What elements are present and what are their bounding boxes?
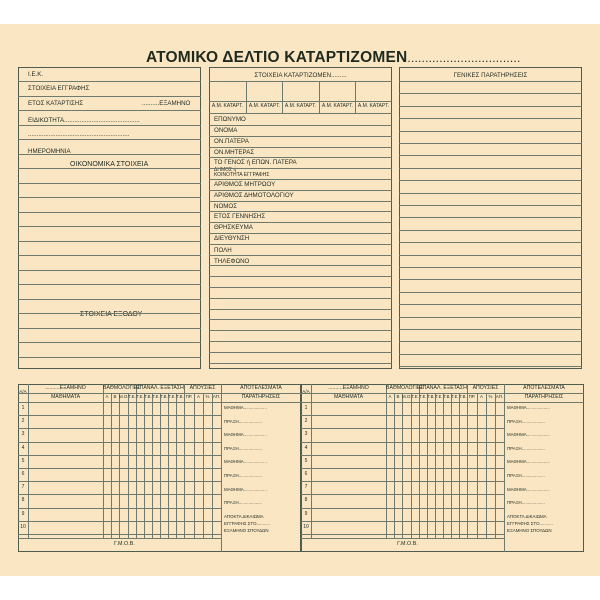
absence-col-label: % (488, 394, 493, 399)
ruled-line (18, 154, 201, 155)
financial-data-heading: ΟΙΚΟΝΟΜΙΚΑ ΣΤΟΙΧΕΙΑ (70, 161, 149, 168)
field-label: ΟΝΟΜΑ (214, 127, 238, 134)
row-line (301, 428, 504, 429)
row-line (301, 534, 504, 535)
am-column-label: Α.Μ. ΚΑΤΑΡΤ. (321, 103, 354, 109)
absences-label: ΑΠΟΥΣΙΕΣ (189, 385, 216, 391)
grade-col-label: Α (388, 394, 392, 399)
ruled-line (18, 299, 201, 300)
row-number: 6 (304, 471, 308, 477)
column-divider (504, 384, 505, 552)
semester-label: ..........ΕΞΑΜΗΝΟ (328, 385, 369, 391)
row-number: 7 (304, 484, 308, 490)
row-number: 1 (304, 405, 308, 411)
row-line (301, 442, 504, 443)
ruled-line (18, 96, 201, 97)
ruled-line (18, 270, 201, 271)
ruled-line (209, 168, 392, 169)
reexam-col-label: Τ.Β. (144, 394, 152, 399)
row-line (301, 521, 504, 522)
row-number: 3 (21, 431, 25, 437)
grade-col-label: Β (113, 394, 117, 399)
remark-entry: ΠΡΑΞΗ................... (224, 500, 262, 506)
reexam-col-label: Τ.Β. (459, 394, 467, 399)
ruled-line (209, 298, 392, 299)
reexam-col-label: Τ.Β. (176, 394, 184, 399)
ruled-line (399, 205, 582, 206)
absence-col-label: Α (197, 394, 200, 399)
row-number: 7 (21, 484, 25, 490)
row-line (301, 508, 504, 509)
ruled-line (209, 179, 392, 180)
ruled-line (399, 255, 582, 256)
grade-col-label: Τ.Ε. (128, 394, 136, 399)
ruled-line (399, 131, 582, 132)
ruled-line (209, 276, 392, 277)
field-label: ΤΟ ΓΕΝΟΣ ή ΕΠΩΝ. ΠΑΤΕΡΑ (214, 159, 297, 166)
remark-entry: ΠΡΑΞΗ................... (507, 473, 545, 478)
ruled-line (399, 168, 582, 169)
aa-label: Α/Α (19, 389, 27, 394)
general-remarks-panel (399, 67, 582, 369)
ruled-line (18, 255, 201, 256)
ruled-line (399, 217, 582, 218)
ruled-line (209, 233, 392, 234)
row-line (18, 468, 221, 469)
certificate-line: ΑΠΟΚΤΑ ΔΙΚΑΙΩΜΑ (507, 514, 547, 519)
column-divider (319, 81, 320, 114)
field-label: ΔΗΜΟΣ ή (214, 167, 237, 173)
reexam-col-label: Τ.Ε. (435, 394, 443, 399)
grades-label: ΒΑΘΜΟΛΟΓΙΕΣ (103, 385, 141, 391)
reexam-col-label: Τ.Β. (160, 394, 168, 399)
ruled-line (18, 357, 201, 358)
row-line (301, 494, 504, 495)
row-line (301, 455, 504, 456)
row-line (18, 534, 221, 535)
ruled-line (399, 366, 582, 367)
gmob-label: Γ.Μ.Ο.Β. (397, 541, 418, 547)
absence-col-label: ΠΡ. (185, 394, 193, 399)
date-label: ΗΜΕΡΟΜΗΝΙΑ (28, 148, 71, 155)
row-line (18, 415, 221, 416)
ruled-line (399, 193, 582, 194)
am-column-label: Α.Μ. ΚΑΤΑΡΤ. (248, 103, 281, 109)
reexam-col-label: Τ.Ε. (419, 394, 427, 399)
reexam-col-label: Τ.Β. (443, 394, 451, 399)
registration-panel (18, 67, 201, 369)
ruled-line (18, 241, 201, 242)
reexam-col-label: Τ.Ε. (152, 394, 160, 399)
column-divider (355, 81, 356, 114)
ruled-line (399, 106, 582, 107)
row-number: 10 (303, 524, 309, 530)
field-label: ΑΡΙΘΜΟΣ ΔΗΜΟΤΟΛΟΓΙΟΥ (214, 192, 294, 199)
grade-col-label: Τ.Ε. (411, 394, 419, 399)
semester-label: ..........ΕΞΑΜΗΝΟ (45, 385, 86, 391)
ruled-line (399, 230, 582, 231)
grade-col-label: Μ.Ο. (402, 394, 412, 399)
reexam-col-label: Τ.Ε. (451, 394, 459, 399)
grade-col-label: Β (396, 394, 400, 399)
certificate-line: ΕΞΑΜΗΝΟ ΣΠΟΥΔΩΝ (507, 528, 552, 533)
row-number: 10 (20, 524, 26, 530)
row-line (18, 494, 221, 495)
reexam-label: ΕΠΑΝΑΛ. ΕΞΕΤΑΣΗ (136, 385, 184, 391)
ruled-line (18, 226, 201, 227)
ruled-line (209, 265, 392, 266)
row-line (18, 481, 221, 482)
row-number: 1 (21, 405, 25, 411)
ruled-line (209, 201, 392, 202)
reexam-label: ΕΠΑΝΑΛ. ΕΞΕΤΑΣΗ (419, 385, 467, 391)
exit-data-heading: ΣΤΟΙΧΕΙΑ ΕΞΟΔΟΥ (80, 311, 143, 318)
field-label: ΕΠΩΝΥΜΟ (214, 116, 246, 123)
ruled-line (209, 147, 392, 148)
am-column-label: Α.Μ. ΚΑΤΑΡΤ. (284, 103, 317, 109)
column-divider (184, 384, 185, 538)
ruled-line (399, 317, 582, 318)
ruled-line (209, 341, 392, 342)
ruled-line (399, 267, 582, 268)
registration-data-label: ΣΤΟΙΧΕΙΑ ΕΓΓΡΑΦΗΣ (28, 85, 90, 92)
field-label: ΘΡΗΣΚΕΥΜΑ (214, 224, 253, 231)
row-line (18, 442, 221, 443)
grade-col-label: Μ.Ο. (119, 394, 129, 399)
field-label: ΝΟΜΟΣ (214, 203, 238, 210)
column-divider (467, 384, 468, 538)
absence-col-label: ΠΡ. (468, 394, 476, 399)
page-title: ΑΤΟΜΙΚΟ ΔΕΛΤΙΟ ΚΑΤΑΡΤΙΖΟΜΕΝ................................ (146, 49, 521, 66)
am-column-label: Α.Μ. ΚΑΤΑΡΤ. (357, 103, 390, 109)
ruled-line (209, 222, 392, 223)
column-divider (28, 384, 29, 538)
remark-entry: ΜΑΘΗΜΑ................... (507, 405, 550, 410)
ruled-line (18, 212, 201, 213)
row-number: 5 (21, 458, 25, 464)
absence-col-label: Α (480, 394, 483, 399)
ruled-line (209, 255, 392, 256)
column-divider (246, 81, 247, 114)
absence-col-label: ΑΠ. (212, 394, 221, 399)
ruled-line (18, 342, 201, 343)
gmob-label: Γ.Μ.Ο.Β. (114, 541, 135, 547)
row-number: 4 (21, 445, 25, 451)
divider (209, 101, 392, 102)
remark-entry: ΠΡΑΞΗ................... (224, 418, 262, 424)
absence-col-label: ΑΠ. (495, 394, 504, 399)
ruled-line (209, 136, 392, 137)
ruled-line (399, 329, 582, 330)
row-line (18, 521, 221, 522)
field-label: ΑΡΙΘΜΟΣ ΜΗΤΡΩΟΥ (214, 181, 276, 188)
field-label: ΚΟΙΝΟΤΗΤΑ ΕΓΓΡΑΦΗΣ (214, 172, 270, 178)
ruled-line (399, 341, 582, 342)
iek-label: Ι.Ε.Κ. (28, 71, 44, 78)
remarks-label: ΠΑΡΑΤΗΡΗΣΕΙΣ (241, 394, 281, 400)
ruled-line (18, 168, 201, 169)
ruled-line (399, 81, 582, 82)
ruled-line (18, 183, 201, 184)
field-label: ΤΗΛΕΦΩΝΟ (214, 258, 250, 265)
remark-entry: ΜΑΘΗΜΑ................... (224, 486, 267, 492)
row-number: 5 (304, 458, 308, 464)
general-remarks-heading: ΓΕΝΙΚΕΣ ΠΑΡΑΤΗΡΗΣΕΙΣ (453, 72, 528, 79)
am-column-label: Α.Μ. ΚΑΤΑΡΤ. (211, 103, 244, 109)
grade-col-label: Α (105, 394, 109, 399)
column-divider (282, 81, 283, 114)
ruled-line (399, 242, 582, 243)
row-line (301, 468, 504, 469)
divider (209, 81, 392, 82)
ruled-line (18, 110, 201, 111)
results-label: ΑΠΟΤΕΛΕΣΜΑΤΑ (523, 385, 565, 391)
ruled-line (399, 304, 582, 305)
trainee-data-heading: ΣΤΟΙΧΕΙΑ ΚΑΤΑΡΤΙΖΟΜΕΝ......... (254, 72, 347, 79)
ruled-line (18, 197, 201, 198)
row-line (18, 508, 221, 509)
row-line (301, 415, 504, 416)
absence-col-label: % (205, 394, 210, 399)
column-divider (136, 384, 137, 538)
column-divider (386, 384, 387, 538)
row-number: 6 (21, 471, 25, 477)
remark-entry: ΠΡΑΞΗ................... (224, 445, 262, 451)
ruled-line (18, 313, 201, 314)
reexam-col-label: Τ.Ε. (136, 394, 144, 399)
ruled-line (209, 352, 392, 353)
specialty-label: ΕΙΔΙΚΟΤΗΤΑ............................................ (28, 117, 140, 124)
ruled-line (18, 81, 201, 82)
certificate-line: ΕΞΑΜΗΝΟ ΣΠΟΥΔΩΝ (224, 528, 269, 533)
ruled-line (209, 190, 392, 191)
remark-entry: ΠΡΑΞΗ................... (507, 418, 545, 424)
ruled-line (399, 292, 582, 293)
field-label: ΠΟΛΗ (214, 247, 232, 254)
ruled-line (209, 330, 392, 331)
row-number: 2 (21, 418, 25, 424)
courses-label: ΜΑΘΗΜΑΤΑ (333, 394, 364, 400)
field-label: ΔΙΕΥΘΥΝΣΗ (214, 235, 250, 242)
ruled-line (209, 125, 392, 126)
results-label: ΑΠΟΤΕΛΕΣΜΑΤΑ (240, 385, 282, 391)
courses-label: ΜΑΘΗΜΑΤΑ (50, 394, 81, 400)
ruled-line (399, 180, 582, 181)
row-number: 9 (21, 511, 25, 517)
reexam-col-label: Τ.Ε. (168, 394, 176, 399)
aa-label: Α/Α (302, 389, 310, 394)
field-label: ΟΝ.ΜΗΤΕΡΑΣ (214, 149, 255, 156)
ruled-line (209, 211, 392, 212)
ruled-line (209, 287, 392, 288)
ruled-line (399, 279, 582, 280)
absences-label: ΑΠΟΥΣΙΕΣ (472, 385, 499, 391)
remarks-label: ΠΑΡΑΤΗΡΗΣΕΙΣ (524, 394, 564, 400)
ruled-line (18, 284, 201, 285)
row-line (18, 428, 221, 429)
certificate-line: ΕΓΓΡΑΦΗΣ ΣΤΟ........... (224, 521, 270, 526)
ruled-line (209, 363, 392, 364)
column-divider (221, 384, 222, 552)
row-line (301, 481, 504, 482)
remark-entry: ΜΑΘΗΜΑ................... (507, 459, 550, 465)
divider (301, 538, 504, 539)
field-label: ΟΝ.ΠΑΤΕΡΑ (214, 138, 249, 145)
ruled-line (399, 143, 582, 144)
column-divider (103, 384, 104, 538)
ruled-line (209, 157, 392, 158)
specialty-continuation: ........................................................... (28, 131, 130, 138)
ruled-line (209, 244, 392, 245)
semester-label: ..........ΕΞΑΜΗΝΟ (142, 100, 191, 107)
remark-entry: ΠΡΑΞΗ................... (224, 473, 262, 478)
ruled-line (18, 139, 201, 140)
row-number: 9 (304, 511, 308, 517)
remark-entry: ΜΑΘΗΜΑ................... (224, 432, 267, 438)
row-line (18, 455, 221, 456)
row-number: 4 (304, 445, 308, 451)
ruled-line (209, 319, 392, 320)
ruled-line (18, 328, 201, 329)
remark-entry: ΜΑΘΗΜΑ................... (507, 432, 550, 438)
ruled-line (209, 309, 392, 310)
ruled-line (399, 354, 582, 355)
remark-entry: ΠΡΑΞΗ................... (507, 500, 545, 506)
ruled-line (399, 93, 582, 94)
ruled-line (399, 118, 582, 119)
certificate-line: ΕΓΓΡΑΦΗΣ ΣΤΟ........... (507, 521, 553, 526)
certificate-line: ΑΠΟΚΤΑ ΔΙΚΑΙΩΜΑ (224, 514, 264, 519)
reexam-col-label: Τ.Β. (427, 394, 435, 399)
ruled-line (18, 125, 201, 126)
divider (18, 538, 221, 539)
row-number: 3 (304, 431, 308, 437)
training-year-label: ΕΤΟΣ ΚΑΤΑΡΤΙΣΗΣ (28, 100, 84, 107)
remark-entry: ΜΑΘΗΜΑ................... (224, 459, 267, 465)
row-number: 8 (304, 497, 308, 503)
remark-entry: ΠΡΑΞΗ................... (507, 445, 545, 451)
field-label: ΕΤΟΣ ΓΕΝΝΗΣΗΣ (214, 213, 266, 220)
column-divider (419, 384, 420, 538)
remark-entry: ΜΑΘΗΜΑ................... (224, 405, 267, 410)
grades-label: ΒΑΘΜΟΛΟΓΙΕΣ (386, 385, 424, 391)
ruled-line (399, 155, 582, 156)
remark-entry: ΜΑΘΗΜΑ................... (507, 486, 550, 492)
row-number: 2 (304, 418, 308, 424)
row-number: 8 (21, 497, 25, 503)
column-divider (311, 384, 312, 538)
divider (209, 113, 392, 114)
